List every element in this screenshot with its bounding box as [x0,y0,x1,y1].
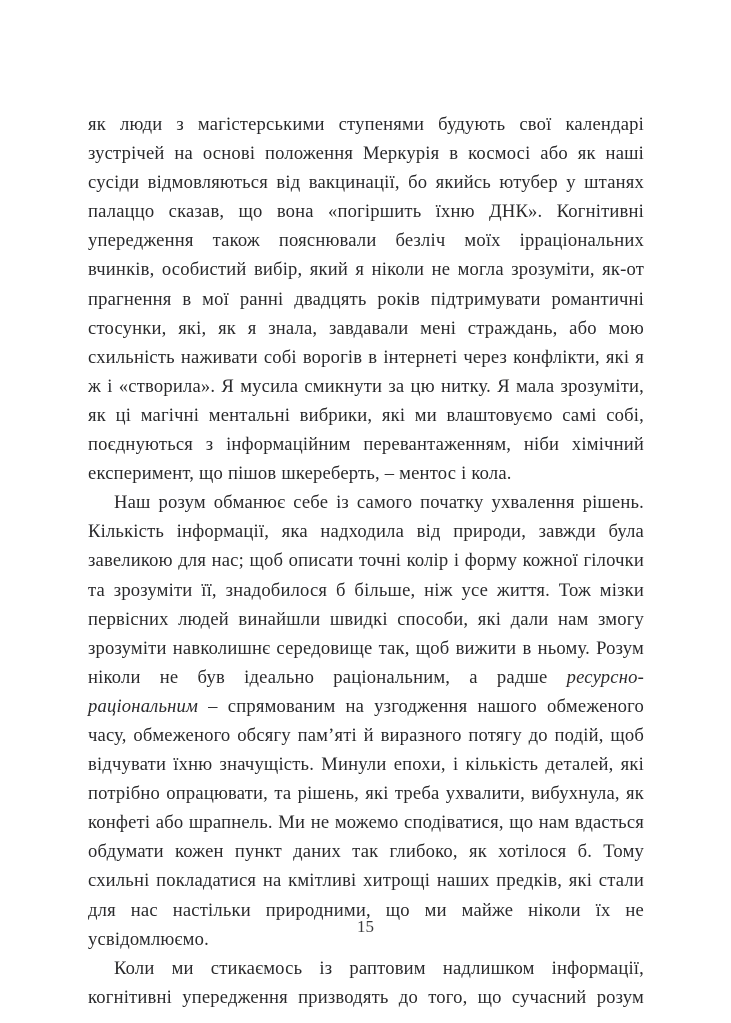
italic-term-resource-rational: ресурсно-раціональним [88,666,644,717]
paragraph-second-part-1: Наш розум обманює себе із самого початку ухвалення рішень. Кількість інформації, яка надходила від природи, завжди була завеликою для нас; щоб описати точні колір і форму кожної гілочки та зрозуміти її, знадобилося б більше, ніж усе життя. Тож мізки первісних людей винайшли швидкі способи, які дали нам змогу зрозуміти навколишнє середовище так, щоб вижити в ньому. Розум ніколи не був ідеально раціональним, а радше [88,492,644,688]
paragraph-continued: як люди з магістерськими ступенями будують свої календарі зустрічей на основі положення Меркурія в космосі або як наші сусіди відмовляються від вакцинації, бо якийсь ютубер у штанях палаццо сказав, що вона «погіршить їхню ДНК». Когнітивні упередження також пояснювали безліч моїх ірраціональних вчинків, особистий вибір, який я ніколи не могла зрозуміти, як-от прагнення в мої ранні двадцять років підтримувати романтичні стосунки, які, як я знала, завдавали мені страждань, або мою схильність наживати собі ворогів в інтернеті через конфлікти, які я ж і «створила». Я мусила смикнути за цю нитку. Я мала зрозуміти, як ці магічні ментальні вибрики, які ми влаштовуємо самі собі, поєднуються з інформаційним перевантаженням, ніби хімічний експеримент, що пішов шкереберть, – ментос і кола. [88,114,644,485]
page-number: 15 [357,917,374,936]
paragraph-second-part-2: – спрямованим на узгодження нашого обмеженого часу, обмеженого обсягу пам’яті й виразного потягу до подій, щоб відчувати їхню значущість. Минули епохи, і кількість деталей, які потрібно опрацювати, та рішень, які треба ухвалити, вибухнула, як конфеті або шрапнель. Ми не можемо сподіватися, що нам вдасться обдумати кожен пункт даних так глибоко, як хотілося б. Тому схильні покладатися на кмітливі хитрощі наших предків, які стали для нас настільки природними, що ми майже ніколи їх не усвідомлюємо. [88,695,644,950]
body-text-column [88,110,644,1012]
paragraph-third: Коли ми стикаємось із раптовим надлишком інформації, когнітивні упередження призводять до того, що сучасний розум [88,957,644,1008]
paragraph-second [88,488,644,954]
